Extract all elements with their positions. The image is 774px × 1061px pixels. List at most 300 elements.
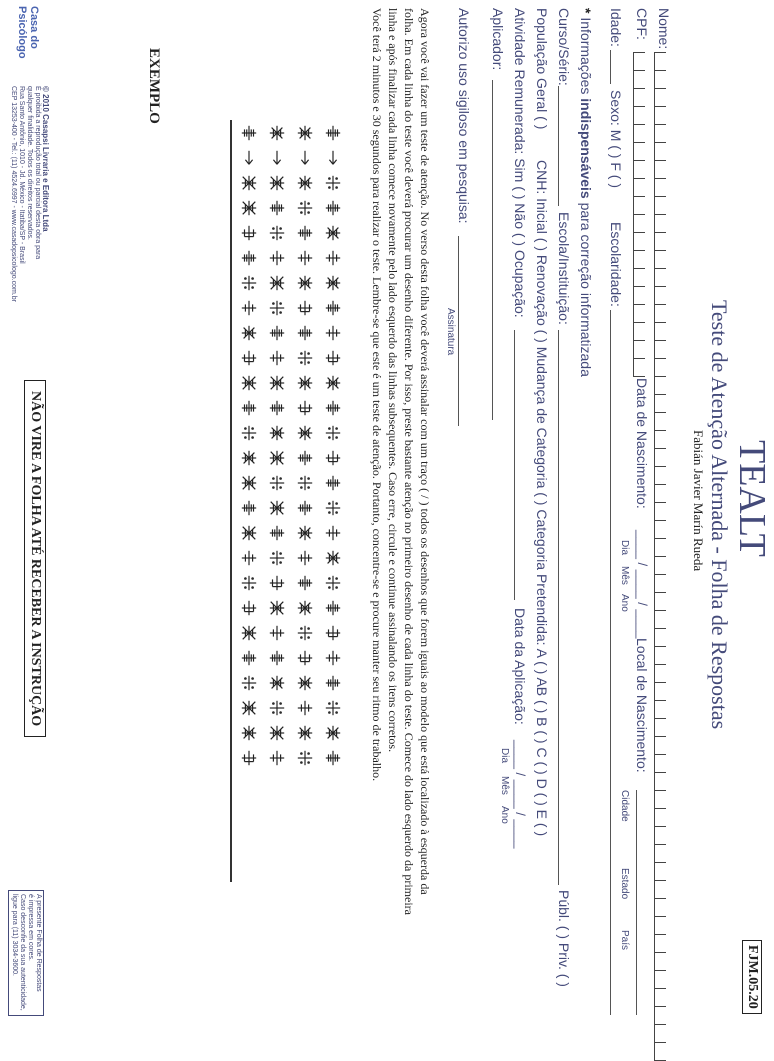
example-symbol [292, 495, 318, 520]
symbol-glyph [240, 374, 258, 392]
example-symbol [292, 595, 318, 620]
char-box[interactable] [654, 88, 666, 106]
app-year-hint: Ano [499, 806, 510, 824]
char-box[interactable] [654, 286, 666, 304]
char-box[interactable] [654, 736, 666, 754]
char-box[interactable] [654, 970, 666, 988]
char-box[interactable] [654, 232, 666, 250]
birth-month-hint: Mês [619, 566, 630, 585]
char-box[interactable] [633, 106, 645, 124]
symbol-glyph [324, 324, 342, 342]
char-box[interactable] [654, 826, 666, 844]
symbol-glyph [324, 424, 342, 442]
arrow-icon [292, 145, 318, 170]
symbol-glyph [296, 174, 314, 192]
symbol-glyph [268, 674, 286, 692]
char-box[interactable] [654, 250, 666, 268]
char-box[interactable] [654, 988, 666, 1006]
authenticity-note-2: é impressa em cores. [27, 894, 34, 961]
char-box[interactable] [654, 934, 666, 952]
char-box[interactable] [654, 718, 666, 736]
symbol-glyph [324, 699, 342, 717]
example-symbol [236, 220, 262, 245]
symbol-glyph [240, 324, 258, 342]
symbol-glyph [268, 424, 286, 442]
symbol-glyph [268, 649, 286, 667]
char-box[interactable] [654, 952, 666, 970]
symbol-glyph [240, 574, 258, 592]
arrow-glyph [296, 149, 314, 167]
example-symbol [320, 445, 346, 470]
symbol-glyph [296, 474, 314, 492]
example-symbol [292, 645, 318, 670]
example-symbol [320, 220, 346, 245]
example-symbol [236, 670, 262, 695]
example-symbol [320, 295, 346, 320]
symbol-glyph [296, 524, 314, 542]
symbol-glyph [324, 749, 342, 767]
char-box[interactable] [654, 268, 666, 286]
example-symbol [320, 520, 346, 545]
state-hint: Estado [619, 868, 630, 900]
example-symbol [236, 420, 262, 445]
symbol-glyph [240, 249, 258, 267]
symbol-glyph [268, 724, 286, 742]
symbol-glyph [268, 499, 286, 517]
arrow-glyph [268, 149, 286, 167]
example-symbol [320, 170, 346, 195]
char-box[interactable] [633, 178, 645, 196]
char-box[interactable] [654, 592, 666, 610]
symbol-glyph [324, 524, 342, 542]
birth-place-field[interactable] [636, 790, 637, 1015]
symbol-glyph [296, 674, 314, 692]
symbol-glyph [296, 349, 314, 367]
symbol-glyph [324, 374, 342, 392]
example-symbol [292, 320, 318, 345]
example-symbol [264, 345, 290, 370]
symbol-glyph [268, 699, 286, 717]
signature-field[interactable] [458, 236, 459, 426]
symbol-glyph [296, 399, 314, 417]
cpf-boxes[interactable] [633, 52, 645, 377]
symbol-glyph [268, 349, 286, 367]
contact: CEP 13253-400 - Tel.: (11) 4524.6997 - www.casadopsicologo.com.br [10, 86, 17, 302]
birth-day-hint: Dia [619, 540, 630, 556]
char-box[interactable] [654, 538, 666, 556]
char-box[interactable] [654, 646, 666, 664]
symbol-glyph [268, 399, 286, 417]
example-symbol [236, 270, 262, 295]
example-symbol [320, 695, 346, 720]
symbol-glyph [324, 549, 342, 567]
activity-label[interactable]: Atividade Remunerada: Sim ( ) Não ( ) Ocupação: [512, 8, 528, 318]
char-box[interactable] [654, 772, 666, 790]
char-box[interactable] [654, 196, 666, 214]
example-symbol [236, 395, 262, 420]
example-symbol [264, 495, 290, 520]
example-symbol [236, 345, 262, 370]
course-field[interactable] [558, 86, 559, 206]
example-symbol [264, 370, 290, 395]
symbol-glyph [324, 599, 342, 617]
char-box[interactable] [633, 358, 645, 377]
arrow-glyph [324, 149, 342, 167]
arrow-icon [236, 145, 262, 170]
example-symbol [292, 570, 318, 595]
test-author: Fabián Javier Marín Rueda [691, 430, 706, 572]
application-date-sep[interactable]: ____ / ____ / ____ [513, 740, 528, 849]
test-title: TEALT [731, 440, 773, 557]
example-symbol [320, 720, 346, 745]
char-box[interactable] [654, 556, 666, 574]
char-box[interactable] [654, 808, 666, 826]
char-box[interactable] [654, 700, 666, 718]
example-symbol [264, 520, 290, 545]
example-symbol [320, 495, 346, 520]
char-box[interactable] [654, 340, 666, 358]
symbol-glyph [268, 299, 286, 317]
instructions-line-2: folha. Em cada linha do teste você deverá procurar um desenho diferente. Por isso, preste bastante atenção no primeiro desenho de cada linha do teste. Comece do lado esquerdo da primeira [402, 8, 416, 915]
example-symbol [236, 545, 262, 570]
char-box[interactable] [654, 1006, 666, 1024]
symbol-glyph [296, 599, 314, 617]
example-symbol [320, 420, 346, 445]
sex-label: Sexo: M ( ) F ( ) [608, 90, 624, 188]
char-box[interactable] [654, 790, 666, 808]
symbol-glyph [240, 674, 258, 692]
symbol-glyph [240, 399, 258, 417]
symbol-glyph [240, 524, 258, 542]
symbol-glyph [268, 574, 286, 592]
char-box[interactable] [654, 844, 666, 862]
symbol-glyph [268, 274, 286, 292]
example-symbol [264, 220, 290, 245]
char-box[interactable] [654, 520, 666, 538]
symbol-glyph [324, 274, 342, 292]
symbol-glyph [268, 449, 286, 467]
example-symbol [320, 645, 346, 670]
birth-date-label: Data de Nascimento: [634, 378, 650, 509]
example-symbol [236, 720, 262, 745]
population-option[interactable]: População Geral ( ) [534, 8, 550, 130]
symbol-glyph [324, 174, 342, 192]
symbol-glyph [268, 524, 286, 542]
symbol-glyph [324, 224, 342, 242]
example-symbol [236, 595, 262, 620]
example-symbol [264, 670, 290, 695]
symbol-glyph [296, 699, 314, 717]
symbol-glyph [240, 749, 258, 767]
char-box[interactable] [654, 430, 666, 448]
brand-line-2: Psicólogo [16, 6, 28, 59]
arrow-icon [264, 145, 290, 170]
example-symbol [236, 195, 262, 220]
symbol-glyph [324, 349, 342, 367]
authenticity-note [8, 890, 44, 1016]
example-symbol [292, 370, 318, 395]
char-box[interactable] [633, 70, 645, 88]
symbol-glyph [296, 299, 314, 317]
char-box[interactable] [633, 232, 645, 250]
example-symbol [292, 270, 318, 295]
char-box[interactable] [633, 304, 645, 322]
char-box[interactable] [633, 340, 645, 358]
char-box[interactable] [654, 754, 666, 772]
example-symbol [236, 645, 262, 670]
arrow-glyph [240, 149, 258, 167]
example-symbol [236, 470, 262, 495]
char-box[interactable] [633, 88, 645, 106]
symbol-glyph [268, 224, 286, 242]
symbol-glyph [240, 174, 258, 192]
symbol-glyph [268, 599, 286, 617]
symbol-glyph [296, 224, 314, 242]
example-symbol [264, 170, 290, 195]
applicator-field[interactable] [492, 80, 493, 420]
symbol-glyph [240, 349, 258, 367]
char-box[interactable] [633, 142, 645, 160]
example-symbol [320, 670, 346, 695]
char-box[interactable] [654, 898, 666, 916]
symbol-glyph [240, 549, 258, 567]
symbol-glyph [240, 624, 258, 642]
char-box[interactable] [633, 250, 645, 268]
example-symbol [236, 295, 262, 320]
char-box[interactable] [654, 142, 666, 160]
example-symbol [236, 445, 262, 470]
char-box[interactable] [654, 484, 666, 502]
example-symbol [320, 570, 346, 595]
brand-line-1: Casa do [28, 6, 40, 49]
occupation-field[interactable] [514, 330, 515, 600]
char-box[interactable] [654, 376, 666, 394]
symbol-glyph [296, 424, 314, 442]
symbol-glyph [268, 174, 286, 192]
char-box[interactable] [654, 322, 666, 340]
test-subtitle: Teste de Atenção Alternada - Folha de Respostas [707, 300, 732, 730]
example-separator [230, 120, 232, 882]
char-box[interactable] [633, 124, 645, 142]
example-symbol [320, 195, 346, 220]
example-symbol [292, 620, 318, 645]
symbol-glyph [240, 599, 258, 617]
example-symbol [264, 595, 290, 620]
app-month-hint: Mês [499, 776, 510, 795]
school-type[interactable]: Públ. ( ) Priv. ( ) [556, 890, 572, 987]
arrow-icon [320, 145, 346, 170]
example-symbol [292, 220, 318, 245]
example-symbol [264, 745, 290, 770]
symbol-glyph [240, 724, 258, 742]
applicator-label: Aplicador: [490, 8, 506, 71]
example-symbol [264, 545, 290, 570]
char-box[interactable] [654, 880, 666, 898]
example-symbol [264, 395, 290, 420]
symbol-glyph [240, 649, 258, 667]
symbol-glyph [268, 374, 286, 392]
example-symbol [264, 320, 290, 345]
char-box[interactable] [654, 358, 666, 376]
symbol-glyph [240, 699, 258, 717]
instructions-line-1: Agora você vai fazer um teste de atenção. No verso desta folha você deverá assinalar com um traço ( / ) todos os desenhos que forem iguais ao modelo que está localizado à esquerda da [418, 8, 432, 895]
example-symbol [264, 245, 290, 270]
char-box[interactable] [654, 394, 666, 412]
char-box[interactable] [654, 412, 666, 430]
name-boxes[interactable] [654, 52, 666, 1061]
char-box[interactable] [654, 664, 666, 682]
symbol-glyph [268, 624, 286, 642]
example-symbol [264, 445, 290, 470]
example-symbol [292, 745, 318, 770]
example-symbol [292, 195, 318, 220]
char-box[interactable] [654, 70, 666, 88]
authenticity-note-4: ligue para (11) 3034-3600. [11, 894, 18, 976]
research-consent-label: Autorizo uso sigiloso em pesquisa: [456, 8, 472, 224]
char-box[interactable] [654, 106, 666, 124]
example-symbol [320, 245, 346, 270]
symbol-glyph [324, 199, 342, 217]
legal-2: qualquer finalidade. Todos os direitos reservados. [26, 86, 33, 240]
instructions-line-3: linha e após finalizar cada linha comece novamente pelo lado esquerdo das linhas subsequentes. Caso erre, circule e continue assinalando os itens corretos. [386, 8, 400, 753]
symbol-glyph [240, 499, 258, 517]
example-symbol [320, 370, 346, 395]
example-symbol [264, 620, 290, 645]
symbol-glyph [296, 374, 314, 392]
example-symbol [236, 320, 262, 345]
example-symbol [292, 395, 318, 420]
warning-box: NÃO VIRE A FOLHA ATÉ RECEBER A INSTRUÇÃO [24, 380, 46, 737]
symbol-glyph [240, 449, 258, 467]
char-box[interactable] [633, 322, 645, 340]
example-symbol [264, 695, 290, 720]
info-prefix: Informações [578, 17, 594, 95]
symbol-glyph [296, 724, 314, 742]
example-symbol [292, 670, 318, 695]
example-symbol [264, 720, 290, 745]
example-symbol [236, 245, 262, 270]
model-symbol [264, 120, 290, 145]
char-box[interactable] [654, 52, 666, 70]
example-symbol [320, 470, 346, 495]
symbol-glyph [240, 474, 258, 492]
example-label: EXEMPLO [146, 48, 162, 124]
symbol-glyph [324, 499, 342, 517]
example-symbol [320, 595, 346, 620]
age-field[interactable] [610, 50, 611, 84]
symbol-glyph [296, 649, 314, 667]
char-box[interactable] [633, 160, 645, 178]
char-box[interactable] [654, 160, 666, 178]
char-box[interactable] [654, 628, 666, 646]
char-box[interactable] [654, 304, 666, 322]
example-symbol [292, 470, 318, 495]
legal-1: É proibida a reprodução total ou parcial desta obra para [34, 86, 41, 260]
char-box[interactable] [654, 1024, 666, 1042]
char-box[interactable] [654, 574, 666, 592]
char-box[interactable] [654, 916, 666, 934]
birth-year-hint: Ano [619, 594, 630, 612]
authenticity-note-1: A presente Folha de Respostas [35, 894, 42, 992]
char-box[interactable] [654, 610, 666, 628]
symbol-glyph [296, 549, 314, 567]
example-symbol [292, 345, 318, 370]
example-row [236, 120, 262, 770]
example-row [320, 120, 346, 770]
symbol-glyph [240, 299, 258, 317]
symbol-glyph [324, 724, 342, 742]
example-symbol [320, 745, 346, 770]
symbol-glyph [268, 199, 286, 217]
symbol-glyph [324, 299, 342, 317]
symbol-glyph [240, 274, 258, 292]
char-box[interactable] [633, 52, 645, 70]
form-code: FJM.05.20 [742, 940, 762, 1014]
age-label: Idade: [608, 8, 624, 47]
example-symbol [320, 545, 346, 570]
symbol-glyph [324, 474, 342, 492]
schooling-label: Escolaridade: [608, 222, 624, 307]
school-label: Escola/Instituição: [556, 212, 572, 325]
symbol-glyph [268, 549, 286, 567]
char-box[interactable] [654, 466, 666, 484]
example-symbol [320, 395, 346, 420]
example-row [264, 120, 290, 770]
model-symbol [236, 120, 262, 145]
symbol-glyph [268, 324, 286, 342]
symbol-glyph [296, 624, 314, 642]
example-symbol [292, 445, 318, 470]
example-symbol [236, 620, 262, 645]
cnh-options[interactable]: CNH: Inicial ( ) Renovação ( ) Mudança de Categoria ( ) Categoria Pretendida: A ( ) AB ( ) B ( ) C ( ) D ( ) E ( ) [534, 160, 550, 837]
city-hint: Cidade [619, 790, 630, 822]
cpf-label: CPF: [634, 8, 650, 40]
char-box[interactable] [654, 448, 666, 466]
schooling-field[interactable] [610, 310, 611, 1015]
symbol-glyph [324, 124, 342, 142]
signature-hint: Assinatura [445, 308, 456, 356]
symbol-glyph [296, 749, 314, 767]
example-symbol [320, 270, 346, 295]
char-box[interactable] [654, 862, 666, 880]
name-label: Nome: [656, 8, 672, 50]
symbol-glyph [240, 199, 258, 217]
char-box[interactable] [654, 214, 666, 232]
example-symbol [236, 695, 262, 720]
symbol-glyph [296, 499, 314, 517]
char-box[interactable] [654, 1042, 666, 1061]
char-box[interactable] [654, 682, 666, 700]
char-box[interactable] [633, 268, 645, 286]
char-box[interactable] [654, 178, 666, 196]
instructions-line-4: Você terá 2 minutos e 30 segundos para realizar o teste. Lembre-se que este é um teste de atenção. Portanto, concentre-se e procure manter seu ritmo de trabalho. [370, 8, 384, 782]
example-symbol [320, 345, 346, 370]
symbol-glyph [324, 399, 342, 417]
model-symbol [320, 120, 346, 145]
char-box[interactable] [654, 502, 666, 520]
school-field[interactable] [558, 330, 559, 885]
char-box[interactable] [654, 124, 666, 142]
char-box[interactable] [633, 196, 645, 214]
symbol-glyph [296, 274, 314, 292]
symbol-glyph [296, 199, 314, 217]
example-symbol [236, 370, 262, 395]
info-note: * Informações indispensáveis para correção informatizada [578, 8, 594, 377]
authenticity-note-3: Caso desconfie da sua autenticidade, [19, 894, 26, 1011]
application-date-label: Data da Aplicação: [512, 608, 528, 725]
char-box[interactable] [633, 286, 645, 304]
char-box[interactable] [633, 214, 645, 232]
